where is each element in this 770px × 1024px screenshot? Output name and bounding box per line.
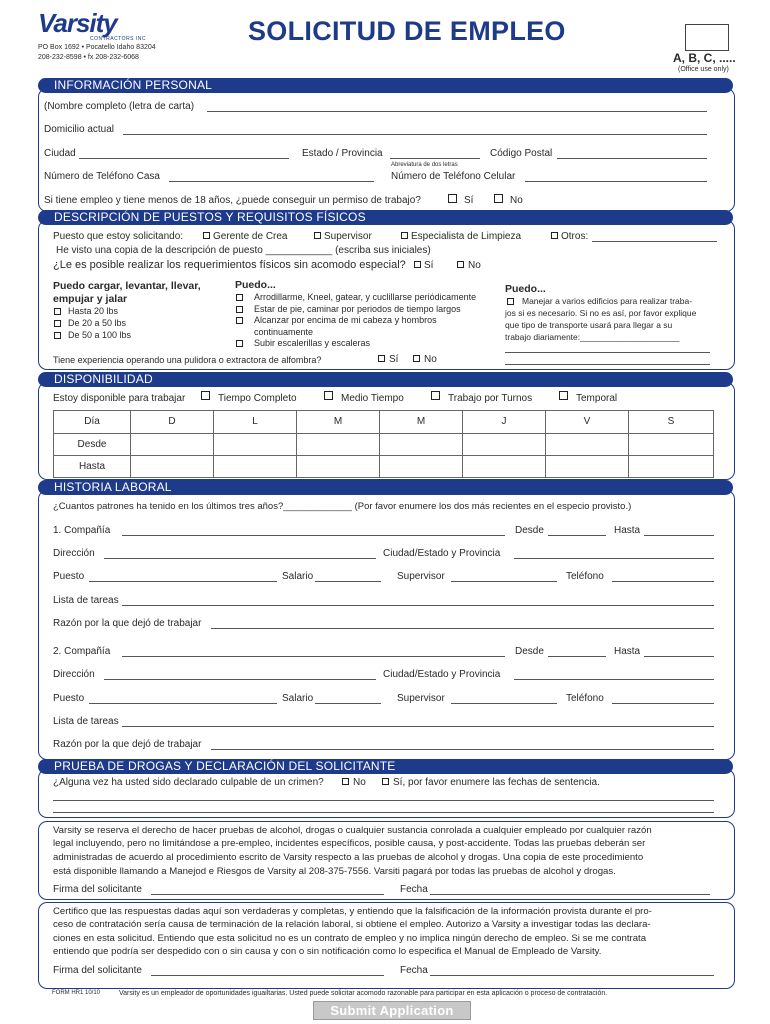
grid-hasta-j[interactable] (463, 456, 546, 478)
avail-fulltime-checkbox[interactable] (201, 391, 210, 400)
company2-salary-field[interactable] (315, 703, 381, 704)
section-jobs-title: DESCRIPCIÓN DE PUESTOS Y REQUISITOS FÍSICOS (54, 210, 366, 224)
logo-text: Varsity (38, 8, 117, 38)
grid-col-s (629, 411, 714, 434)
company1-position-field[interactable] (89, 581, 277, 582)
company2-to-field[interactable] (644, 656, 714, 657)
company1-field[interactable] (122, 535, 505, 536)
weight-50-label: De 20 a 50 lbs (68, 318, 127, 328)
grid-col-l (214, 411, 297, 434)
position-other-field[interactable] (592, 241, 717, 242)
grid-desde-m2[interactable] (380, 434, 463, 456)
company-logo (38, 8, 153, 44)
full-name-label: (Nombre completo (letra de carta) (44, 101, 195, 112)
company2-to-label: Hasta (614, 646, 641, 657)
ability-reach-label: Alcanzar por encima de mi cabeza y hombros (254, 315, 437, 325)
cert-line-1: Certifico que las respuestas dadas aquí son verdaderas y completas, y entiendo que la falsificación de la información provista durante el pro- (53, 906, 652, 917)
carry-heading-2: empujar y jalar (53, 293, 128, 305)
weight-20-checkbox[interactable] (54, 308, 61, 315)
position-cleaning-label: Especialista de Limpieza (411, 231, 522, 242)
availability-grid (53, 410, 714, 478)
cert-line-2: ceso de contratación sería causa de terminación de la relación laboral, si obtiene el empleo. Autorizo a Varsity a investigar todas las declara- (53, 919, 651, 930)
company2-from-label: Desde (515, 646, 544, 657)
company-phone: 208-232-8598 • fx 208-232-6068 (38, 54, 139, 61)
position-manager-label: Gerente de Crea (213, 231, 288, 242)
minor-no-label: No (510, 195, 523, 206)
grid-hasta-label-cell (54, 456, 131, 478)
company1-reason-field[interactable] (211, 628, 714, 629)
company1-label: 1. Compañía (53, 525, 111, 536)
crime-no-label: No (353, 777, 366, 788)
zip-label: Código Postal (490, 148, 553, 159)
page-title: SOLICITUD DE EMPLEO (248, 16, 566, 46)
company2-phone-field[interactable] (612, 703, 714, 704)
ability-kneel-checkbox[interactable] (236, 294, 243, 301)
section-jobs-header (38, 210, 733, 225)
multi-building-checkbox[interactable] (507, 298, 514, 305)
position-other-label: Otros: (561, 231, 589, 242)
avail-shifts-label: Trabajo por Turnos (448, 393, 533, 404)
drug-policy-line-4: está disponible llamando a Manejod e Riesgos de Varsity al 208-375-7556. Varsiti pagará por todas las pruebas de alcohol y drogas. (53, 866, 616, 877)
drug-policy-line-1: Varsity se reserva el derecho de hacer pruebas de alcohol, drogas o cualquier sustancia conrolada a cualquier empleado por cualquier razón (53, 825, 652, 836)
office-use-box (685, 24, 729, 51)
state-label: Estado / Provincia (302, 148, 383, 159)
grid-hasta-m1[interactable] (297, 456, 380, 478)
crime-question: ¿Alguna vez ha usted sido declarado culpable de un crimen? (53, 777, 324, 788)
address-label: Domicilio actual (44, 124, 115, 135)
company1-salary-label: Salario (282, 571, 314, 582)
grid-col-m2 (380, 411, 463, 434)
grid-hasta-label: Hasta (78, 461, 106, 472)
company2-position-label: Puesto (53, 693, 85, 704)
carry-heading: Puedo cargar, levantar, llevar, (53, 280, 201, 292)
grid-desde-label-cell (54, 434, 131, 456)
company1-salary-field[interactable] (315, 581, 381, 582)
multi-building-line-2: jos si es necesario. Si no es así, por favor explique (505, 308, 697, 318)
polisher-yes-checkbox[interactable] (378, 355, 385, 362)
grid-col-m1-label: M (333, 416, 343, 427)
zip-field[interactable] (557, 158, 707, 159)
company2-salary-label: Salario (282, 693, 314, 704)
signature-2-label: Firma del solicitante (53, 965, 142, 976)
company1-to-field[interactable] (644, 535, 714, 536)
grid-desde-v[interactable] (546, 434, 629, 456)
home-phone-field[interactable] (169, 181, 374, 182)
physical-yes-checkbox[interactable] (414, 261, 421, 268)
minor-no-checkbox[interactable] (494, 194, 503, 203)
polisher-no-label: No (424, 354, 437, 365)
submit-application-button[interactable]: Submit Application (313, 1001, 471, 1020)
company2-position-field[interactable] (89, 703, 277, 704)
section-personal-header (38, 78, 733, 93)
grid-hasta-s[interactable] (629, 456, 714, 478)
section-personal-title: INFORMACIÓN PERSONAL (54, 78, 213, 92)
minor-yes-checkbox[interactable] (448, 194, 457, 203)
company2-phone-label: Teléfono (566, 693, 604, 704)
ability-reach-checkbox[interactable] (236, 317, 243, 324)
address-field[interactable] (123, 134, 707, 135)
company2-from-field[interactable] (548, 656, 606, 657)
grid-hasta-v[interactable] (546, 456, 629, 478)
employers-question: ¿Cuantos patrones ha tenido en los últimos tres años?_____________ (Por favor enumere los dos más recientes en el especio provisto.) (53, 501, 632, 512)
weight-100-label: De 50 a 100 lbs (68, 330, 132, 340)
weight-100-checkbox[interactable] (54, 332, 61, 339)
section-availability-title: DISPONIBILIDAD (54, 372, 153, 386)
avail-shifts-checkbox[interactable] (431, 391, 440, 400)
position-supervisor-label: Supervisor (324, 231, 372, 242)
company2-reason-label: Razón por la que dejó de trabajar (53, 739, 202, 750)
minor-permit-question: Si tiene empleo y tiene menos de 18 años, ¿puede conseguir un permiso de trabajo? (44, 195, 421, 206)
avail-parttime-label: Medio Tiempo (341, 393, 404, 404)
grid-desde-label: Desde (77, 439, 107, 450)
company1-phone-field[interactable] (612, 581, 714, 582)
grid-col-m2-label: M (416, 416, 426, 427)
company2-reason-field[interactable] (211, 749, 714, 750)
company2-duties-field[interactable] (122, 726, 714, 727)
job-description-seen: He visto una copia de la descripción de puesto ____________ (escriba sus iniciales) (56, 245, 431, 256)
position-other-checkbox[interactable] (551, 232, 558, 239)
crime-yes-label: Sí, por favor enumere las fechas de sentencia. (393, 777, 600, 788)
company1-supervisor-label: Supervisor (397, 571, 445, 582)
grid-col-v (546, 411, 629, 434)
avail-temporary-label: Temporal (576, 393, 618, 404)
section-availability-header (38, 372, 733, 387)
weight-50-checkbox[interactable] (54, 320, 61, 327)
state-abbrev-note: Abreviatura de dos letras (391, 162, 458, 168)
weight-20-label: Hasta 20 lbs (68, 306, 119, 316)
company2-city-field[interactable] (514, 679, 714, 680)
physical-no-label: No (468, 260, 481, 271)
ability-reach-label-2: continuamente (254, 327, 314, 337)
state-field[interactable] (390, 158, 480, 159)
crime-dates-line-1[interactable] (53, 800, 714, 801)
grid-desde-m1[interactable] (297, 434, 380, 456)
company2-address-field[interactable] (104, 679, 376, 680)
ability-stairs-label: Subir escalerillas y escaleras (254, 338, 371, 348)
company1-city-field[interactable] (514, 558, 714, 559)
home-phone-label: Número de Teléfono Casa (44, 171, 160, 182)
cell-phone-label: Número de Teléfono Celular (391, 171, 516, 182)
physical-no-checkbox[interactable] (457, 261, 464, 268)
cert-line-3: ciones en esta solicitud. Entiendo que esta solicitud no es un contrato de empleo y no implica ningún derecho de empleo. Si se me contrata (53, 933, 647, 944)
grid-desde-s[interactable] (629, 434, 714, 456)
section-work-header (38, 480, 733, 495)
company1-city-label: Ciudad/Estado y Provincia (383, 548, 501, 559)
category-label: A, B, C, ..... (673, 51, 736, 65)
company1-address-label: Dirección (53, 548, 95, 559)
grid-col-m1 (297, 411, 380, 434)
cert-line-4: entiendo que podría ser despedido con o sin causa y con o sin notificación como lo especifica el Manual de Empleado de Varsity. (53, 946, 602, 957)
transport-line-2[interactable] (505, 364, 710, 365)
date-1-label: Fecha (400, 884, 428, 895)
grid-col-d (131, 411, 214, 434)
company2-field[interactable] (122, 656, 505, 657)
company1-supervisor-field[interactable] (451, 581, 557, 582)
company-address: PO Box 1692 • Pocatello Idaho 83204 (38, 44, 156, 51)
company2-city-label: Ciudad/Estado y Provincia (383, 669, 501, 680)
cell-phone-field[interactable] (525, 181, 707, 182)
section-work-title: HISTORIA LABORAL (54, 480, 172, 494)
grid-desde-d[interactable] (131, 434, 214, 456)
drug-policy-line-2: legal incluyendo, pero no limitándose a pre-empleo, incidentes específicos, posible causa, y post-accidente. Todas las pruebas deberán ser (53, 838, 646, 849)
signature-2-field[interactable] (151, 975, 384, 976)
date-1-field[interactable] (430, 894, 710, 895)
form-id: FORM HR1 10/10 (52, 990, 101, 996)
company1-duties-field[interactable] (122, 605, 714, 606)
multi-building-line-4: trabajo diariamente:_____________________ (505, 332, 680, 342)
grid-hasta-m2[interactable] (380, 456, 463, 478)
grid-day-header (54, 411, 131, 434)
crime-yes-checkbox[interactable] (382, 778, 389, 785)
polisher-no-checkbox[interactable] (413, 355, 420, 362)
grid-col-l-label: L (252, 416, 258, 427)
grid-col-s-label: S (667, 416, 675, 427)
availability-label: Estoy disponible para trabajar (53, 393, 186, 404)
physical-question: ¿Le es posible realizar los requerimientos físicos sin acomodo especial? (53, 259, 406, 271)
grid-hasta-d[interactable] (131, 456, 214, 478)
office-use-note: (Office use only) (678, 66, 729, 73)
position-label: Puesto que estoy solicitando: (53, 231, 184, 242)
position-cleaning-checkbox[interactable] (401, 232, 408, 239)
section-drugs-header (38, 759, 733, 774)
full-name-field[interactable] (207, 111, 707, 112)
company2-label: 2. Compañía (53, 646, 111, 657)
ability-stairs-checkbox[interactable] (236, 340, 243, 347)
physical-yes-label: Sí (424, 260, 434, 271)
city-field[interactable] (79, 158, 289, 159)
puedo-heading-2: Puedo... (505, 283, 546, 295)
multi-building-line-1: Manejar a varios edificios para realizar traba- (522, 296, 693, 306)
ability-stand-label: Estar de pie, caminar por periodos de tiempo largos (254, 304, 461, 314)
company2-supervisor-field[interactable] (451, 703, 557, 704)
puedo-heading-1: Puedo... (235, 279, 276, 291)
grid-col-v-label: V (583, 416, 591, 427)
company2-address-label: Dirección (53, 669, 95, 680)
drug-policy-line-3: administradas de acuerdo al procedimiento escrito de Varsity respecto a las pruebas de alcohol y drogas. Una copia de este procedimiento (53, 852, 644, 863)
city-label: Ciudad (44, 148, 76, 159)
crime-dates-line-2[interactable] (53, 812, 714, 813)
company1-duties-label: Lista de tareas (53, 595, 119, 606)
multi-building-line-3: que tipo de transporte usará para llegar a su (505, 320, 673, 330)
company2-supervisor-label: Supervisor (397, 693, 445, 704)
avail-temporary-checkbox[interactable] (559, 391, 568, 400)
company1-to-label: Hasta (614, 525, 641, 536)
avail-parttime-checkbox[interactable] (324, 391, 333, 400)
grid-day-label: Día (84, 416, 100, 427)
grid-col-d-label: D (168, 416, 176, 427)
grid-hasta-l[interactable] (214, 456, 297, 478)
logo-subtext: CONTRACTORS INC (90, 36, 147, 42)
polisher-yes-label: Sí (389, 354, 399, 365)
ability-kneel-label: Arrodillarme, Kneel, gatear, y cuclillarse periódicamente (254, 292, 477, 302)
grid-col-j (463, 411, 546, 434)
grid-desde-l[interactable] (214, 434, 297, 456)
section-drugs-title: PRUEBA DE DROGAS Y DECLARACIÓN DEL SOLICITANTE (54, 759, 396, 773)
company1-from-field[interactable] (548, 535, 606, 536)
company1-position-label: Puesto (53, 571, 85, 582)
grid-desde-j[interactable] (463, 434, 546, 456)
avail-fulltime-label: Tiempo Completo (218, 393, 297, 404)
grid-col-j-label: J (501, 416, 507, 427)
position-manager-checkbox[interactable] (203, 232, 210, 239)
transport-line-1[interactable] (505, 352, 710, 353)
minor-yes-label: Sí (464, 195, 474, 206)
company1-address-field[interactable] (104, 558, 376, 559)
company1-reason-label: Razón por la que dejó de trabajar (53, 618, 202, 629)
company1-from-label: Desde (515, 525, 544, 536)
crime-no-checkbox[interactable] (342, 778, 349, 785)
signature-1-label: Firma del solicitante (53, 884, 142, 895)
polisher-question: Tiene experiencia operando una pulidora o extractora de alfombra? (53, 355, 322, 365)
position-supervisor-checkbox[interactable] (314, 232, 321, 239)
equal-opportunity-note: Varsity es un empleador de oportunidades iguailtarias. Usted puede solicitar acomodo razonable para participar en esta aplicación o proceso de contratación. (119, 990, 608, 997)
date-2-field[interactable] (430, 975, 714, 976)
company2-duties-label: Lista de tareas (53, 716, 119, 727)
date-2-label: Fecha (400, 965, 428, 976)
signature-1-field[interactable] (151, 894, 384, 895)
ability-stand-checkbox[interactable] (236, 306, 243, 313)
company1-phone-label: Teléfono (566, 571, 604, 582)
